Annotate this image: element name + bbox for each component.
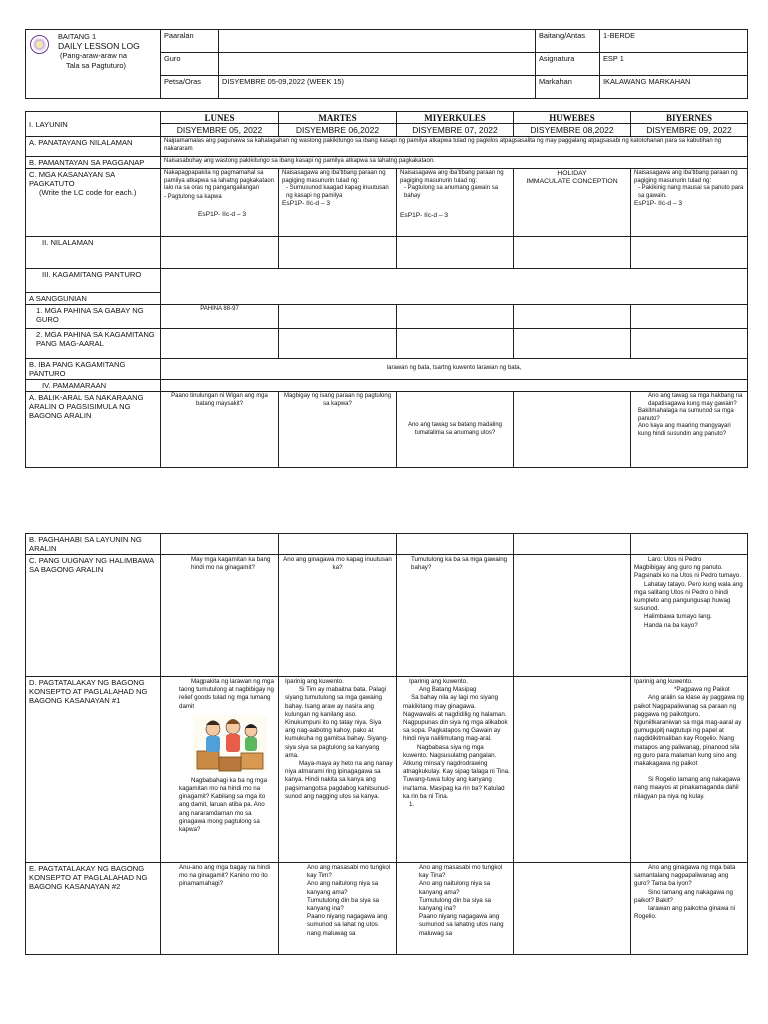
deped-seal (30, 35, 49, 54)
lesson-table-part1 (25, 111, 748, 468)
header-title-cell (26, 30, 161, 99)
date-friday: DISYEMBRE 09, 2022 (631, 124, 748, 137)
pang-uugnay-wednesday: Tumutulong ka ba sa mga gawaing bahay? (397, 555, 514, 677)
kagamitan-pang-label: 2. MGA PAHINA SA KAGAMITANG PANG MAG-AARAL (26, 329, 161, 359)
paghahabi-wednesday (397, 534, 514, 555)
pang-uugnay-thursday (514, 555, 631, 677)
balik-aral-thursday (514, 392, 631, 468)
kasanayan-monday: Nakapagpapakita ng pagmamahal sa pamilya atkapwa sa lahatng pagkakataon lalo na sa oras ng pangangailangan - Pagtulong sa kapwa EsP1P- IIc-d – 3 (161, 169, 279, 237)
kagamitan-pang-friday (631, 329, 748, 359)
baitang-label: Baitang/Antas (536, 30, 600, 53)
dll-subtitle-1: (Pang-araw-araw na (60, 51, 127, 60)
asignatura-value: ESP 1 (600, 53, 748, 76)
grade-title: BAITANG 1 (58, 32, 97, 41)
date-monday: DISYEMBRE 05, 2022 (161, 124, 279, 137)
kagamitan-pang-thursday (514, 329, 631, 359)
guro-label: Guro (161, 53, 219, 76)
nilalaman-label: II. NILALAMAN (26, 237, 161, 269)
kasanayan-tuesday: Naisasagawa ang iba'tibang paraan ng pagiging masunurin tulad ng: - Sumusunod kaagad kapag inuutusan ng kasapi ng pamilya EsP1P- IIc-d – 3 (279, 169, 397, 237)
pagtatalakay1-monday: Magpakita ng larawan ng mga taong tumutulong at nagbibigay ng relief goods tulad ng mga lumang damit Nagbabahagi ka ba ng mga kagamitan mo na hindi mo na ginagamit? Kabilang sa mga ito ang damit, laruan atiba pa. Ano ang nararamdaman mo sa ginagawa mong pagtulong sa kapwa? (161, 677, 279, 863)
iba-label: B. IBA PANG KAGAMITANG PANTURO (26, 359, 161, 380)
pagtatalakay2-wednesday: Ano ang masasabi mo tungkol kay Tina? Ano ang naitulong niya sa kanyang ama? Tumutulong din ba siya sa kanyang ina? Paano niyang nagagawa ang sumunod sa lahatng utos nang maluwag sa (397, 863, 514, 955)
balik-aral-tuesday: Magbigay ng isang paraan ng pagtulong sa kapwa? (279, 392, 397, 468)
pagtatalakay2-thursday (514, 863, 631, 955)
kagamitan-pang-monday (161, 329, 279, 359)
pagtatalakay2-friday: Ano ang ginagawa ng mga bata samantalang nagpapaliwanag ang guro? Tama ba iyon? Sino lamang ang nakagawa ng paikot? Bakit? Iarawan ang paikotna ginawa ni Rogelio. (631, 863, 748, 955)
pagtatalakay1-label: D. PAGTATALAKAY NG BAGONG KONSEPTO AT PAGLALAHAD NG BAGONG KASANAYAN #1 (26, 677, 161, 863)
balik-aral-friday: Ano ang tawag sa mga hakbang na dapatisagawa kung may gawain? Bakitmahalaga na sumunod sa mga panuto? Ano kaya ang maaring mangyayari kung hindi susundin ang panuto? (631, 392, 748, 468)
pagtatalakay1-wednesday: Iparinig ang kuwento. Ang Batang Masipag Sa bahay nila ay lagi mo siyang makikitang may ginagawa. Nagwawalis at nagdidilig ng halaman. Nagpupunas din siya ng mga alikabok sa sopa. Pagkatapos ng Gawain ay hindi niya nalilimutang mag-aral. Nagbabasa siya ng mga kuwento. Nagsusulatng pangalan. Atkung minsa'y nagdrodrawing atnagkukulay. Kay sipag talaga ni Tina. Tuwang-tuwa tuloy ang kanyang ina'tama. Masipag ka rin ba? Katulad ka rin ba ni Tina. 1. (397, 677, 514, 863)
pamantayan-label: B. PAMANTAYAN SA PAGGANAP (26, 157, 161, 169)
petsa-label: Petsa/Oras (161, 76, 219, 99)
day-thursday: HUWEBES (514, 112, 631, 124)
kagamitan-label: III. KAGAMITANG PANTURO (26, 269, 161, 293)
markahan-label: Markahan (536, 76, 600, 99)
pagtatalakay2-monday: Anu-ano ang mga bagay na hindi mo na ginagamit? Kanino mo ito pinamamahagi? (161, 863, 279, 955)
pagtatalakay1-friday: Iparinig ang kuwento. *Pagpawa ng Paikot Ang aralin sa klase ay paggawa ng paikot Nagpapaliwanag sa paraan ng paggawa ng paikotguro. Nguniitkaraniwan sa mga mag-aaral ay gumugupitj nagtutupi ng papel at nagdidikitmaliban kay Rogelio. Nang matapos ang paliwanag, pinanood sila ng guro para malaman kung sino ang makakagawa ng paikot Si Rogelio lamang ang nakagawa nang maayos at pinakamaganda dahil nilagyan pa niya ng kulay. (631, 677, 748, 863)
pagtatalakay1-thursday (514, 677, 631, 863)
helpers-illustration (193, 715, 267, 773)
pamantayan-text: Naisasabuhay ang wastong pakikitungo sa ibang kasapi ng pamilya atkapwa sa lahatng pagkakataon. (161, 157, 748, 169)
day-wednesday: MIYERKULES (397, 112, 514, 124)
petsa-value: DISYEMBRE 05-09,2022 (WEEK 15) (219, 76, 536, 99)
nilalaman-tuesday (279, 237, 397, 269)
kasanayan-wednesday: Naisasagawa ang iba'tibang paraan ng pagiging masunurin tulad ng: - Pagtulong sa anumang gawain sa bahay EsP1P- IIc-d – 3 (397, 169, 514, 237)
date-thursday: DISYEMBRE 08,2022 (514, 124, 631, 137)
balik-aral-monday: Paano tinulungan ni Wigan ang mga batang maysakit? (161, 392, 279, 468)
date-wednesday: DISYEMBRE 07, 2022 (397, 124, 514, 137)
panatayang-text: Naipamamalas ang pagunawa sa kahalagahan ng wastong pakikitungo sa ibang kasapi ng pamilya atkapwa tulad ng pagkilos atpagsasalita ng may paggalang atpagsasabi ng katotohanan para sa kabutihan ng nakararam (161, 137, 748, 157)
iba-text: larawan ng bata, tsartng kuwento larawan ng bata, (161, 359, 748, 380)
people-helping-image (193, 715, 267, 773)
layunin-heading: I. LAYUNIN (26, 112, 161, 137)
pagtatalakay2-label: E. PAGTATALAKAY NG BAGONG KONSEPTO AT PAGLALAHAD NG BAGONG KASANAYAN #2 (26, 863, 161, 955)
paghahabi-monday (161, 534, 279, 555)
paaralan-label: Paaralan (161, 30, 219, 53)
gabay-friday (631, 305, 748, 329)
day-tuesday: MARTES (279, 112, 397, 124)
kasanayan-label: C. MGA KASANAYAN SA PAGKATUTO (Write the LC code for each.) (26, 169, 161, 237)
balik-aral-label: A. BALIK-ARAL SA NAKARAANG ARALIN O PAGSISIMULA NG BAGONG ARALIN (26, 392, 161, 468)
pamamaraan-label: IV. PAMAMARAAN (26, 380, 161, 392)
dll-title: DAILY LESSON LOG (58, 40, 140, 51)
paghahabi-thursday (514, 534, 631, 555)
pang-uugnay-tuesday: Ano ang ginagawa mo kapag inuutusan ka? (279, 555, 397, 677)
pagtatalakay2-tuesday: Ano ang masasabi mo tungkol kay Tim? Ano ang naitulong niya sa kanyang ama? Tumutulong din ba siya sa kanyang ina? Paano niyang nagagawa ang sumunod sa lahat ng utos nang maluwag sa (279, 863, 397, 955)
kagamitan-area (161, 269, 748, 305)
pang-uugnay-monday: May mga kagamitan ka bang hindi mo na ginagamit? (161, 555, 279, 677)
gabay-tuesday (279, 305, 397, 329)
gabay-wednesday (397, 305, 514, 329)
paghahabi-label: B. PAGHAHABI SA LAYUNIN NG ARALIN (26, 534, 161, 555)
pang-uugnay-label: C. PANG UUGNAY NG HALIMBAWA SA BAGONG ARALIN (26, 555, 161, 677)
nilalaman-monday (161, 237, 279, 269)
lesson-table-part2 (25, 533, 748, 955)
nilalaman-friday (631, 237, 748, 269)
nilalaman-thursday (514, 237, 631, 269)
sanggunian-label: A SANGGUNIAN (26, 293, 161, 305)
baitang-value: 1-BERDE (600, 30, 748, 53)
pagtatalakay1-tuesday: Iparinig ang kuwento. Si Tim ay mabaitna bata. Palagi siyang tumutulong sa mga gawaing bahay. Isang araw ay nasira ang kulungan ng kanilang aso. Kinukumpuni ito ng tatay niya. Siya ang nag-aabotng kahoy, pako at kumukuha ng gamitsa bahay. Siyang-siya siya sa pagtulong sa kanyang ama. Maya-maya ay heto na ang nanay niya atmarami ring ipinagagawa sa kanya. Hindi nakita sa kanya ang pagsimangotsa pagdabog kahitsunud-sunod ang nagging utos sa kanya. (279, 677, 397, 863)
header-table (25, 29, 748, 99)
gabay-thursday (514, 305, 631, 329)
pamamaraan-area (161, 380, 748, 392)
kasanayan-thursday: HOLIDAY IMMACULATE CONCEPTION (514, 169, 631, 237)
gabay-monday: PAHINA 88-97 (161, 305, 279, 329)
kasanayan-friday: Naisasagawa ang iba'tibang paraan ng pagiging masunurin tulad ng: - Pakikinig nang mausai sa panuto para sa gawain. EsP1P- IIc-d – 3 (631, 169, 748, 237)
kagamitan-pang-tuesday (279, 329, 397, 359)
nilalaman-wednesday (397, 237, 514, 269)
date-tuesday: DISYEMBRE 06,2022 (279, 124, 397, 137)
day-friday: BIYERNES (631, 112, 748, 124)
paghahabi-tuesday (279, 534, 397, 555)
kagamitan-pang-wednesday (397, 329, 514, 359)
markahan-value: IKALAWANG MARKAHAN (600, 76, 748, 99)
asignatura-label: Asignatura (536, 53, 600, 76)
balik-aral-wednesday: Ano ang tawag sa batang madaling tumatalima sa anumang utos? (397, 392, 514, 468)
kasanayan-note: (Write the LC code for each.) (39, 188, 137, 197)
guro-value (219, 53, 536, 76)
day-monday: LUNES (161, 112, 279, 124)
paghahabi-friday (631, 534, 748, 555)
paaralan-value (219, 30, 536, 53)
dll-subtitle-2: Tala sa Pagtuturo) (66, 60, 126, 70)
pang-uugnay-friday: Laro: Utos ni Pedro Magbibigay ang guro ng panuto. Pagsinabi ko na Utos ni Pedro tumayo. Lahatay tatayo. Pero kung wala ang mga salitang Utos ni Pedro o hindi kumpleto ang pangungusap huwag susunod. Halimbawa tumayo lang. Handa na ba kayo? (631, 555, 748, 677)
panatayang-label: A. PANATAYANG NILALAMAN (26, 137, 161, 157)
gabay-label: 1. MGA PAHINA SA GABAY NG GURO (26, 305, 161, 329)
